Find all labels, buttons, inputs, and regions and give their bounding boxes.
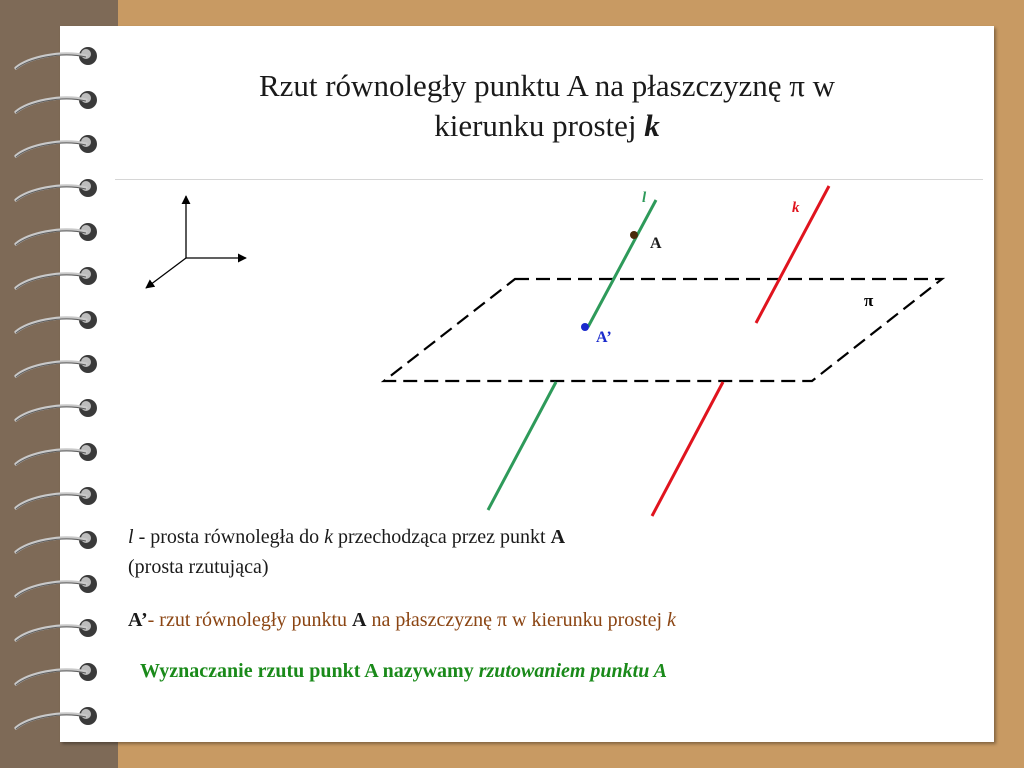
axes-icon	[146, 196, 246, 288]
plane-pi	[384, 279, 942, 381]
title-line-2-text: kierunku prostej	[434, 108, 645, 143]
label-pi: π	[864, 291, 874, 310]
line-l-lower	[488, 382, 556, 510]
def2-text-1: - rzut równoległy punktu	[147, 609, 353, 631]
definition-line-l-row1	[128, 522, 565, 552]
point-A	[630, 231, 638, 239]
def-l: l	[128, 526, 134, 548]
def-k: k	[324, 526, 333, 548]
label-l: l	[642, 190, 647, 206]
def2-A-prime: A’	[128, 609, 148, 631]
label-A: A	[650, 235, 662, 252]
def2-A: A	[352, 609, 367, 631]
line-k-lower	[652, 382, 723, 516]
def-A: A	[550, 526, 566, 548]
point-A-prime	[581, 323, 589, 331]
def2-k: k	[667, 609, 676, 631]
def-text-2: przechodząca przez punkt	[332, 526, 551, 548]
label-k: k	[792, 200, 800, 216]
definition-line-l-row2: (prosta rzutująca)	[128, 556, 269, 578]
definition-line-l	[128, 522, 565, 582]
def2-text-2: na płaszczyznę π w kierunku prostej	[366, 609, 668, 631]
definition-A-prime	[128, 606, 676, 634]
label-A-prime: A’	[596, 329, 612, 346]
projection-definition	[140, 657, 667, 685]
line-l-upper	[588, 200, 656, 327]
def-text-1: - prosta równoległa do	[133, 526, 325, 548]
title-k: k	[644, 108, 660, 143]
proj-text: Wyznaczanie rzutu punkt A nazywamy	[140, 660, 479, 682]
proj-italic: rzutowaniem punktu A	[478, 660, 667, 682]
title-line-1: Rzut równoległy punktu A na płaszczyznę π w	[258, 68, 836, 103]
